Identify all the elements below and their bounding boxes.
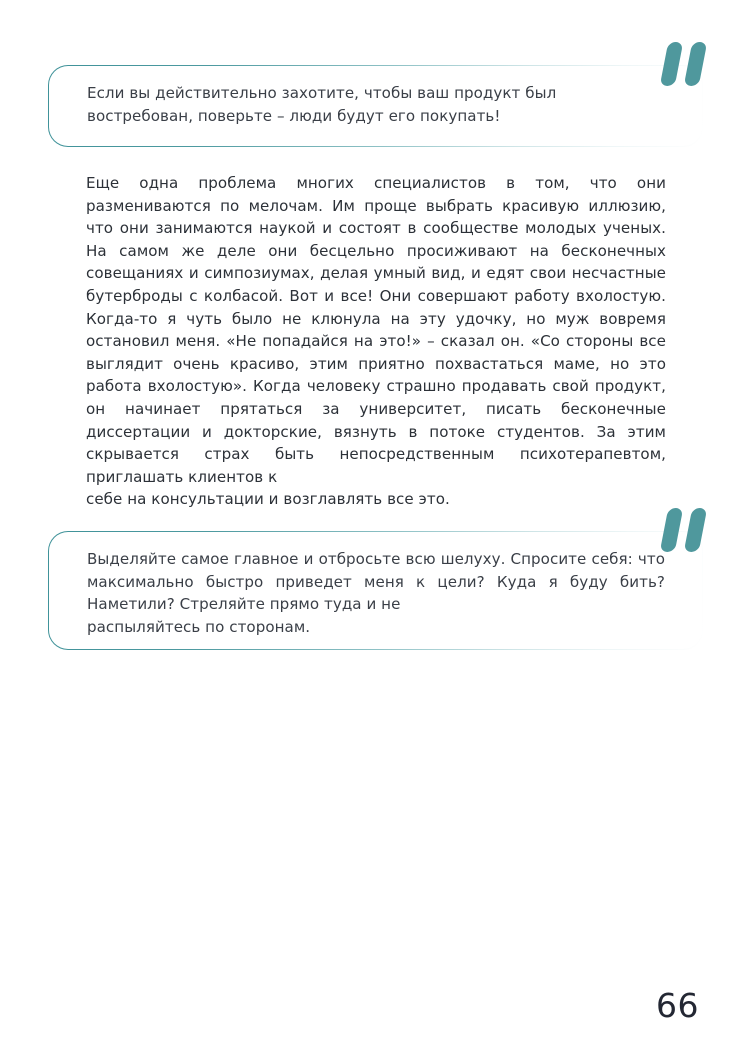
callout-box-bottom xyxy=(48,531,703,650)
callout-bottom-text-tail: распыляйтесь по сторонам. xyxy=(87,617,311,636)
body-paragraph-head: Еще одна проблема многих специалистов в том, что они размениваются по мелочам. Им проще выбрать красивую иллюзию, что они занимаются наукой и состоят в сообществе молодых ученых. На самом же деле они бесцельно просиживают на бесконечных совещаниях и симпозиумах, делая умный вид, и едят свои несчастные бутерброды с колбасой. Вот и все! Они совершают работу вхолостую. Когда-то я чуть было не клюнула на эту удочку, но муж вовремя остановил меня. «Не попадайся на это!» – сказал он. «Со стороны все выглядит очень красиво, этим приятно похвастаться маме, но это работа вхолостую». Когда человеку страшно продавать свой продукт, он начинает прятаться за университет, писать бесконечные диссертации и докторские, вязнуть в потоке студентов. За этим скрывается страх быть непосредственным психотерапевтом, приглашать клиентов к xyxy=(86,174,666,486)
double-quote-icon xyxy=(659,42,715,90)
double-quote-icon-stroke-right xyxy=(684,42,708,86)
callout-top-text-head: Если вы действительно захотите, чтобы ваш продукт был xyxy=(87,84,557,102)
double-quote-icon-stroke-right xyxy=(684,508,708,552)
body-paragraph-tail: себе на консультации и возглавлять все это. xyxy=(86,490,450,509)
callout-bottom-text-head: Выделяйте самое главное и отбросьте всю шелуху. Спросите себя: что максимально быстро приведет меня к цели? Куда я буду бить? Наметили? Стреляйте прямо туда и не xyxy=(87,550,665,613)
double-quote-icon-stroke-left xyxy=(660,42,684,86)
page-number: 66 xyxy=(656,986,699,1025)
callout-top-text xyxy=(87,82,665,127)
callout-top-text-tail: востребован, поверьте – люди будут его покупать! xyxy=(87,106,501,125)
callout-box-top xyxy=(48,65,703,147)
double-quote-icon xyxy=(659,508,715,556)
body-paragraph xyxy=(86,172,666,511)
double-quote-icon-stroke-left xyxy=(660,508,684,552)
callout-bottom-text xyxy=(87,548,665,638)
